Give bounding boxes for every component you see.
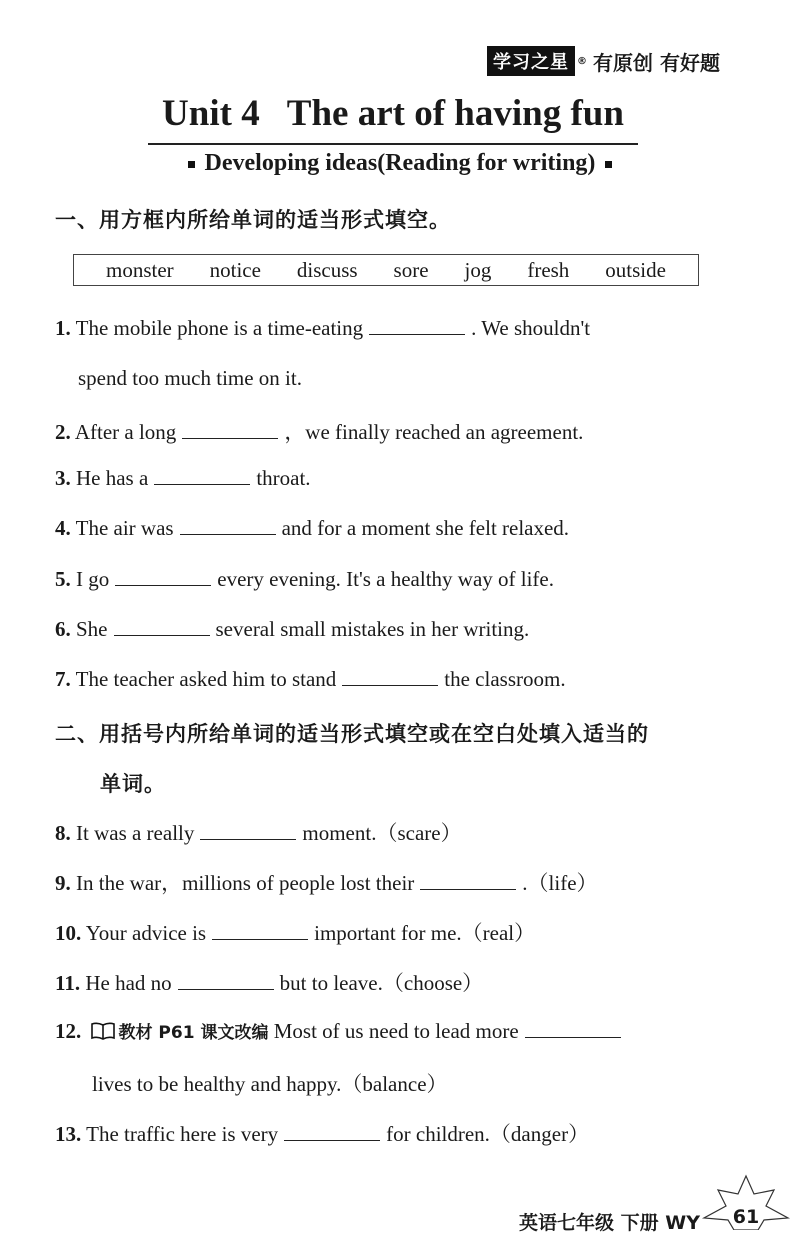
- question-9: 9. In the war，millions of people lost their .（life）: [55, 871, 598, 895]
- question-1: 1. The mobile phone is a time-eating . We shouldn't: [55, 316, 591, 340]
- section-subtitle: [0, 150, 800, 177]
- page-number: 61: [732, 1206, 760, 1228]
- word-item: outside: [605, 257, 666, 282]
- word-item: jog: [464, 257, 492, 282]
- answer-blank[interactable]: [342, 684, 438, 686]
- subtitle-text: Developing ideas(Reading for writing): [204, 150, 596, 176]
- page-title: Unit 4 The art of having fun: [148, 92, 638, 145]
- answer-blank[interactable]: [115, 584, 211, 586]
- brand: 学习之星 ® 有原创 有好题: [487, 46, 720, 76]
- answer-blank[interactable]: [525, 1036, 621, 1038]
- question-11: 11. He had no but to leave.（choose）: [55, 971, 484, 995]
- answer-blank[interactable]: [369, 333, 465, 335]
- question-8: 8. It was a really moment.（scare）: [55, 821, 462, 845]
- question-4: 4. The air was and for a moment she felt relaxed.: [55, 516, 570, 540]
- textbook-source: 教材 P61 课文改编: [118, 1023, 269, 1043]
- answer-blank[interactable]: [178, 988, 274, 990]
- answer-blank[interactable]: [212, 938, 308, 940]
- question-1-cont: spend too much time on it.: [78, 366, 302, 390]
- question-10: 10. Your advice is important for me.（real）: [55, 921, 536, 945]
- section2-heading: 二、用括号内所给单词的适当形式填空或在空白处填入适当的: [55, 722, 649, 746]
- word-item: notice: [209, 257, 261, 282]
- question-12: 12. 教材 P61 课文改编 Most of us need to lead more: [55, 1018, 627, 1044]
- question-3: 3. He has a throat.: [55, 466, 311, 490]
- brand-tagline: 有原创 有好题: [593, 50, 720, 75]
- word-item: discuss: [296, 257, 358, 282]
- word-item: sore: [393, 257, 429, 282]
- question-12-cont: lives to be healthy and happy.（balance）: [92, 1072, 448, 1096]
- footer-book-info: 英语七年级 下册 WY: [519, 1212, 700, 1234]
- brand-logo: 学习之星: [487, 46, 575, 76]
- answer-blank[interactable]: [200, 838, 296, 840]
- section1-heading: 一、用方框内所给单词的适当形式填空。: [55, 208, 451, 232]
- book-icon: [90, 1022, 116, 1040]
- word-box: [73, 254, 699, 286]
- answer-blank[interactable]: [182, 437, 278, 439]
- answer-blank[interactable]: [180, 533, 276, 535]
- answer-blank[interactable]: [154, 483, 250, 485]
- word-item: monster: [105, 257, 174, 282]
- section2-heading-cont: 单词。: [100, 772, 166, 796]
- question-13: 13. The traffic here is very for children.（danger）: [55, 1122, 590, 1146]
- question-6: 6. She several small mistakes in her writing.: [55, 617, 530, 641]
- answer-blank[interactable]: [420, 888, 516, 890]
- question-7: 7. The teacher asked him to stand the classroom.: [55, 667, 566, 691]
- question-2: 2. After a long ，we finally reached an agreement.: [55, 420, 584, 444]
- answer-blank[interactable]: [284, 1139, 380, 1141]
- answer-blank[interactable]: [114, 634, 210, 636]
- question-5: 5. I go every evening. It's a healthy way of life.: [55, 567, 554, 591]
- word-item: fresh: [527, 257, 570, 282]
